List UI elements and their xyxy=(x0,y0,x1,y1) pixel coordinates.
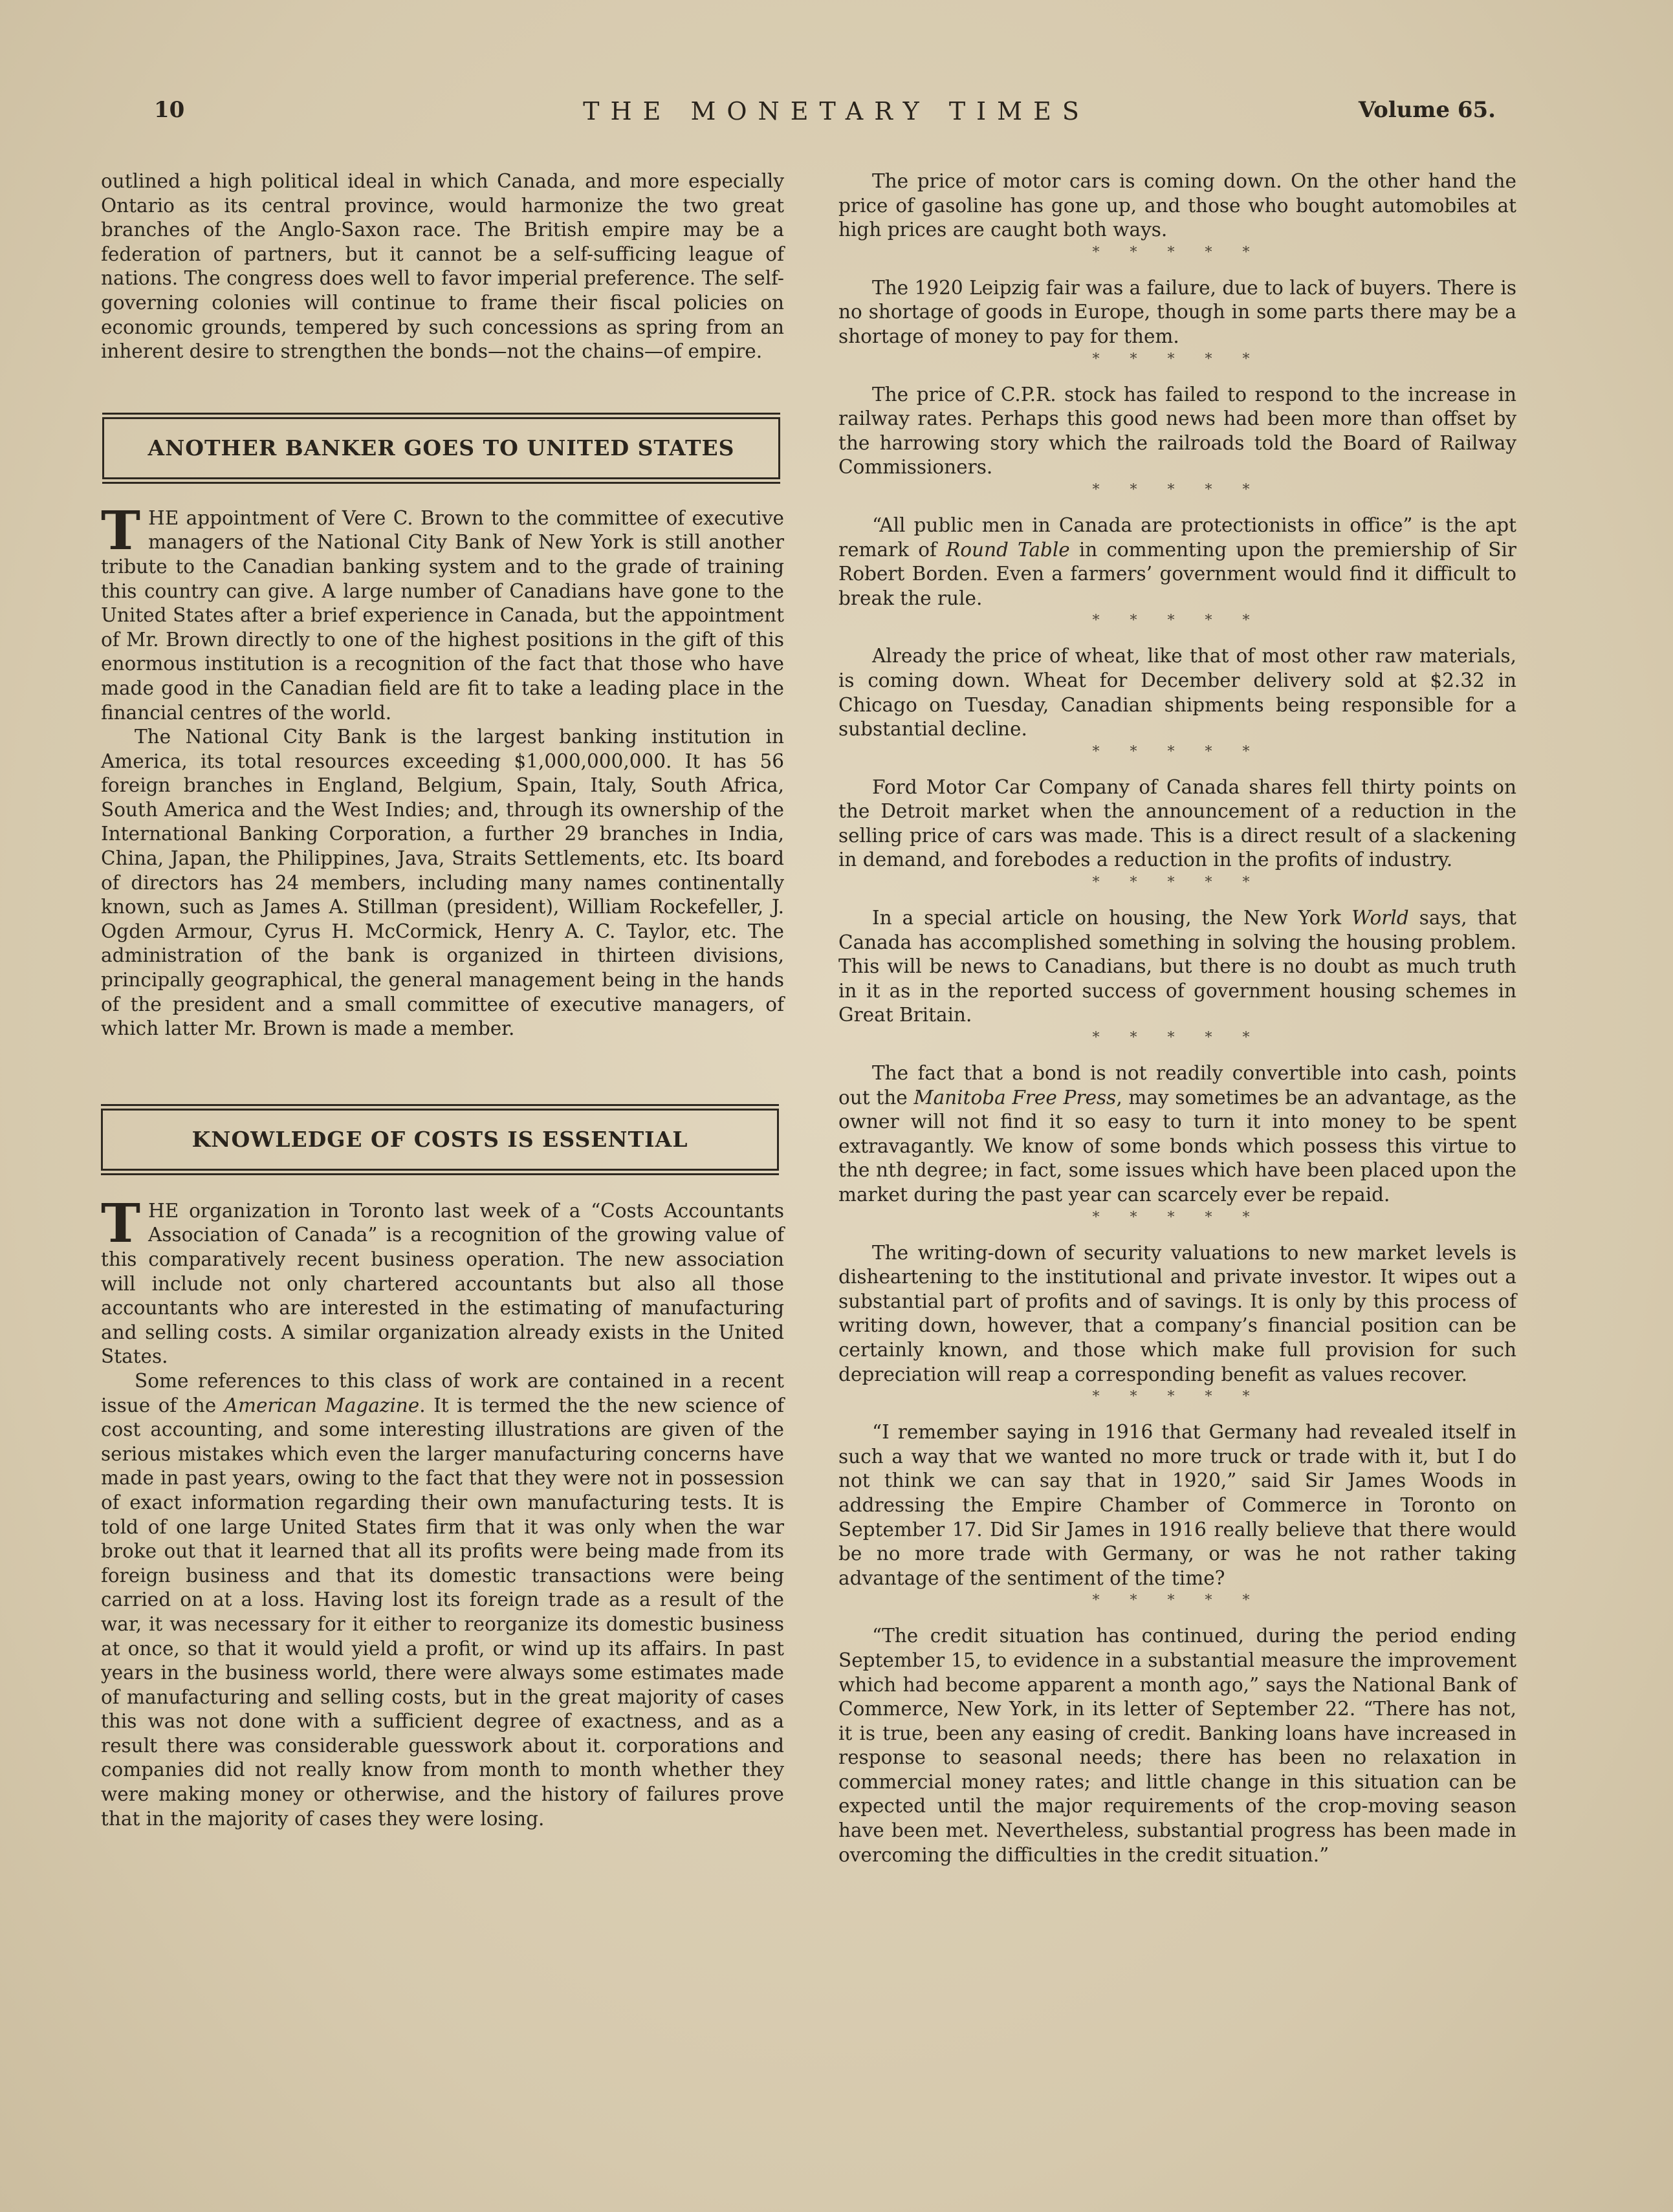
news-item: The 1920 Leipzig fair was a failure, due to lack of buyers. There is no shortage of goods in Europe, though in some parts there may be a shortage of money to pay for them. xyxy=(838,276,1516,347)
news-item: In a special article on housing, the New York World says, that Canada has accomplished something in solving the housing problem. This will be news to Canadians, but there is no doubt as much truth in it as in the reported success of government housing schemes in Great Britain. xyxy=(838,907,1516,1026)
volume-label: Volume 65. xyxy=(1358,97,1496,123)
article-paragraph: THE appointment of Vere C. Brown to the committee of executive managers of the National City Bank of New York is still another tribute to the Canadian banking system and to the grade of training this country can give. A large number of Canadians have gone to the United States after a brief experience in Canada, but the appointment of Mr. Brown directly to one of the highest positions in the gift of this enormous institution is a recognition of the fact that those who have made good in the Canadian field are fit to take a leading place in the financial centres of the world. xyxy=(101,499,784,724)
news-item: “The credit situation has continued, during the period ending September 15, to evidence in a substantial measure the improvement which had become apparent a month ago,” says the National Bank of Commerce, New York, in its letter of September 22. “There has not, it is true, been any easing of credit. Banking loans have increased in response to seasonal needs; there has been no relaxation in commercial money rates; and little change in this situation can be expected until the major requirements of the crop-moving season have been met. Nevertheless, substantial progress has been made in overcoming the difficulties in the credit situation.” xyxy=(838,1625,1516,1866)
news-item: The price of C.P.R. stock has failed to respond to the increase in railway rates. Perhaps this good news had been more than offset by the harrowing story which the railroads told the Board of Railway Commissioners. xyxy=(838,383,1516,479)
news-item: Ford Motor Car Company of Canada shares fell thirty points on the Detroit market when the announcement of a reduction in the selling price of cars was made. This is a direct result of a slackening in demand, and forebodes a reduction in the profits of industry. xyxy=(838,775,1516,871)
section-heading-box xyxy=(101,1109,779,1171)
separator-stars: * * * * * xyxy=(1092,1209,1263,1226)
article-paragraph: THE organization in Toronto last week of a “Costs Accountants Association of Canada” is a recognition of the growing value of this comparatively recent business operation. The new association will include not only chartered accountants but also all those accountants who are interested in the estimating of manufacturing and selling costs. A similar organization already exists in the United States. xyxy=(101,1192,784,1368)
continued-paragraph: outlined a high political ideal in which Canada, and more especially Ontario as its central province, would harmonize the two great branches of the Anglo-Saxon race. The British empire may be a federation of partners, but it cannot be a self-sufficing league of nations. The congress does well to favor imperial preference. The self-governing colonies will continue to frame their fiscal policies on economic grounds, tempered by such concessions as spring from an inherent desire to strengthen the bonds—not the chains—of empire. xyxy=(101,170,784,363)
separator-stars: * * * * * xyxy=(1092,351,1263,367)
running-header xyxy=(0,97,1673,136)
page-number: 10 xyxy=(154,97,185,123)
separator-stars: * * * * * xyxy=(1092,481,1263,498)
news-item: The price of motor cars is coming down. On the other hand the price of gasoline has gone up, and those who bought automobiles at high prices are caught both ways. xyxy=(838,170,1516,241)
section-heading-box xyxy=(102,417,780,479)
separator-stars: * * * * * xyxy=(1092,244,1263,261)
separator-stars: * * * * * xyxy=(1092,1592,1263,1609)
separator-stars: * * * * * xyxy=(1092,1030,1263,1046)
section-heading: ANOTHER BANKER GOES TO UNITED STATES xyxy=(148,435,735,461)
separator-stars: * * * * * xyxy=(1092,874,1263,891)
right-column xyxy=(838,169,1516,1867)
news-item: “All public men in Canada are protectionists in office” is the apt remark of Round Table in commenting upon the premiership of Sir Robert Borden. Even a farmers’ government would find it difficult to break the rule. xyxy=(838,514,1516,609)
news-item: Already the price of wheat, like that of most other raw materials, is coming down. Wheat for December delivery sold at $2.32 in Chicago on Tuesday, Canadian shipments being responsible for a substantial decline. xyxy=(838,645,1516,741)
publication-name: Round Table xyxy=(946,538,1070,561)
news-item: The writing-down of security valuations to new market levels is disheartening to the institutional and private investor. It wipes out a substantial part of profits and of savings. It is only by this process of writing down, however, that a company’s financial position can be certainly known, and those which make full provision for such depreciation will reap a corresponding benefit as values recover. xyxy=(838,1241,1516,1385)
news-item: The fact that a bond is not readily convertible into cash, points out the Manitoba Free Press, may sometimes be an advantage, as the owner will not find it so easy to turn it into money to be spent extravagantly. We know of some bonds which possess this virtue to the nth degree; in fact, some issues which have been placed upon the market during the past year can scarcely ever be repaid. xyxy=(838,1062,1516,1206)
separator-stars: * * * * * xyxy=(1092,1389,1263,1405)
left-column xyxy=(101,169,784,1831)
separator-stars: * * * * * xyxy=(1092,613,1263,629)
article-paragraph: Some references to this class of work are contained in a recent issue of the American Magazine. It is termed the the new science of cost accounting, and some interesting illustrations are given of the serious mistakes which even the larger manufacturing concerns have made in past years, owing to the fact that they were not in possession of exact information regarding their own manufacturing tests. It is told of one large United States firm that it was only when the war broke out that it learned that all its profits were being made from its foreign business and that its domestic transactions were being carried on at a loss. Having lost its foreign trade as a result of the war, it was necessary for it either to reorganize its domestic business at once, so that it would yield a profit, or wind up its affairs. In past years in the business world, there were always some estimates made of manufacturing and selling costs, but in the great majority of cases this was not done with a sufficient degree of exactness, and as a result there was considerable guesswork about it. corporations and companies did not really know from month to month whether they were making money or otherwise, and the history of failures prove that in the majority of cases they were losing. xyxy=(101,1369,785,1830)
section-heading: KNOWLEDGE OF COSTS IS ESSENTIAL xyxy=(191,1127,688,1153)
publication-name: American Magazine xyxy=(224,1394,420,1416)
news-item: “I remember saying in 1916 that Germany had revealed itself in such a way that we wanted no more truck or trade with it, but I do not think we can say that in 1920,” said Sir James Woods in addressing the Empire Chamber of Commerce in Toronto on September 17. Did Sir James in 1916 really believe that there would be no more trade with Germany, or was he not rather taking advantage of the sentiment of the time? xyxy=(838,1421,1516,1589)
publication-title: THE MONETARY TIMES xyxy=(583,97,1090,125)
article-paragraph: The National City Bank is the largest banking institution in America, its total resources exceeding $1,000,000,000. It has 56 foreign branches in England, Belgium, Spain, Italy, South Africa, South America and the West Indies; and, through its ownership of the International Banking Corporation, a further 29 branches in India, China, Japan, the Philippines, Java, Straits Settlements, etc. Its board of directors has 24 members, including many names continentally known, such as James A. Stillman (president), William Rockefeller, J. Ogden Armour, Cyrus H. McCormick, Henry A. C. Taylor, etc. The administration of the bank is organized in thirteen divisions, principally geographical, the general management being in the hands of the president and a small committee of executive managers, of which latter Mr. Brown is made a member. xyxy=(101,726,784,1040)
publication-name: World xyxy=(1351,907,1409,929)
separator-stars: * * * * * xyxy=(1092,743,1263,760)
publication-name: Manitoba Free Press xyxy=(913,1086,1117,1109)
